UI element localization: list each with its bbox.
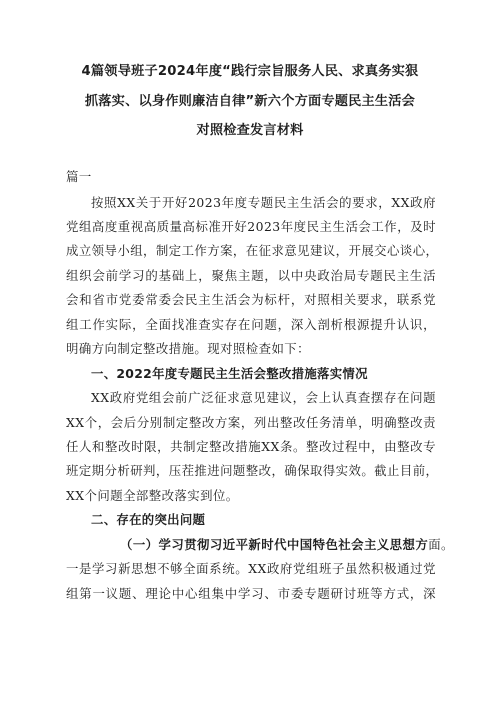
intro-line: 组工作实际，全面找准查实存在问题，深入剖析根源提升认识，: [66, 317, 436, 332]
paragraph-line: 任人和整改时限，共制定整改措施XX条。整改过程中，由整改专: [66, 439, 436, 454]
document-title-line-2: 抓落实、以身作则廉洁自律”新六个方面专题民主生活会: [84, 94, 416, 109]
paragraph-line: 一是学习新思想不够全面系统。XX政府党组班子虽然积极通过党: [66, 561, 436, 576]
paragraph-line: 组第一议题、理论中心组集中学习、市委专题研讨班等方式，深: [66, 586, 436, 601]
paragraph-line: XX政府党组会前广泛征求意见建议，会上认真查摆存在问题: [91, 390, 436, 405]
section-heading-2: 二、存在的突出问题: [91, 512, 206, 527]
intro-line: 成立领导小组，制定工作方案，在征求意见建议，开展交心谈心，: [66, 243, 439, 258]
subsection-heading-bold: （一）学习贯彻习近平新时代中国特色社会主义思想方: [120, 537, 429, 552]
paragraph-line: XX个，会后分别制定整改方案，列出整改任务清单，明确整改责: [66, 415, 436, 430]
paragraph-line: 班定期分析研判，压茬推进问题整改，确保取得实效。截止目前，: [66, 463, 439, 478]
paragraph-line: XX个问题全部整改落实到位。: [66, 488, 239, 503]
document-title-line-3: 对照检查发言材料: [196, 123, 304, 138]
intro-line: 明确方向制定整改措施。现对照检查如下：: [66, 341, 310, 356]
document-title-line-1: 4篇领导班子2024年度“践行宗旨服务人民、求真务实狠: [81, 64, 419, 79]
section-label: 篇一: [66, 169, 92, 184]
section-heading-1: 一、2022年度专题民主生活会整改措施落实情况: [91, 366, 368, 381]
intro-line: 按照XX关于开好2023年度专题民主生活会的要求，XX政府: [91, 195, 436, 210]
intro-line: 组织会前学习的基础上，聚焦主题，以中央政治局专题民主生活: [66, 268, 436, 283]
intro-line: 会和省市党委常委会民主生活会为标杆，对照相关要求，联系党: [66, 292, 436, 307]
subsection-heading: [120, 537, 454, 553]
intro-line: 党组高度重视高质量高标准开好2023年度民主生活会工作，及时: [66, 219, 436, 234]
subsection-heading-tail: 面。: [428, 537, 454, 552]
